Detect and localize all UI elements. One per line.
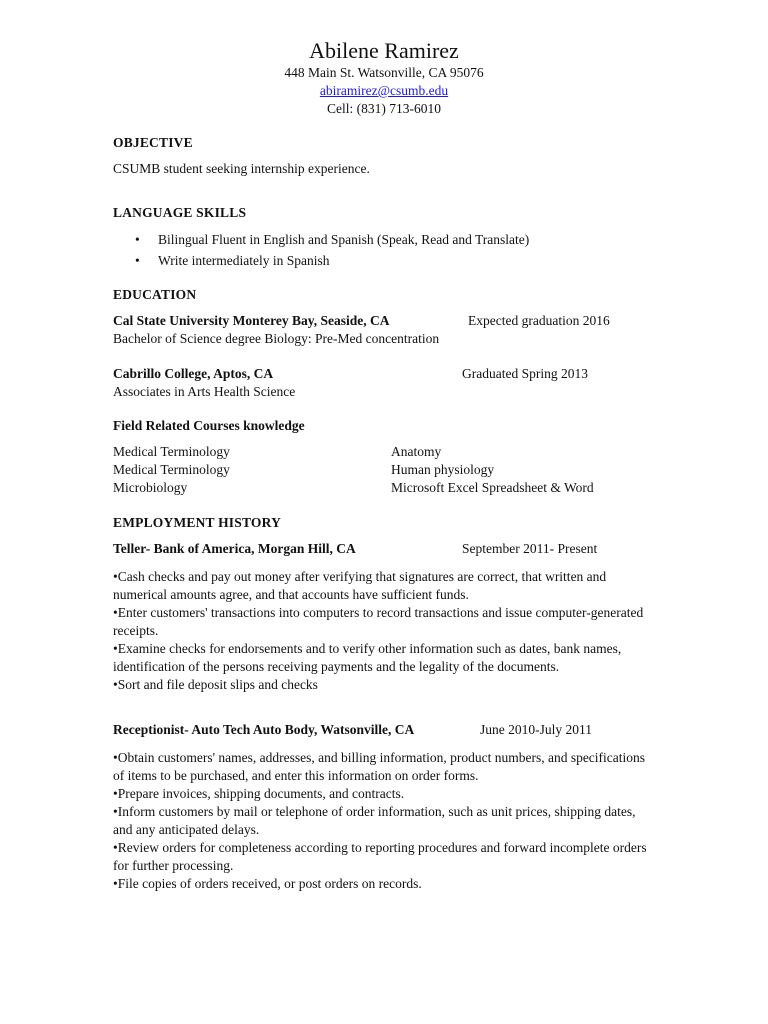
- address: 448 Main St. Watsonville, CA 95076: [284, 65, 484, 80]
- school-date: Expected graduation 2016: [468, 313, 610, 328]
- course-item: Anatomy: [391, 444, 442, 459]
- employment-heading: EMPLOYMENT HISTORY: [113, 515, 282, 530]
- school-name: Cal State University Monterey Bay, Seaside, CA: [113, 313, 390, 328]
- employment-section: [113, 514, 653, 893]
- language-heading: LANGUAGE SKILLS: [113, 205, 247, 220]
- job-date: September 2011- Present: [462, 541, 598, 556]
- job-date: June 2010-July 2011: [480, 722, 592, 737]
- course-item: Microsoft Excel Spreadsheet & Word: [391, 480, 594, 495]
- education-heading: EDUCATION: [113, 287, 197, 302]
- bullet-icon: •: [135, 232, 140, 247]
- email-link[interactable]: abiramirez@csumb.edu: [319, 83, 449, 98]
- phone: Cell: (831) 713-6010: [327, 101, 441, 116]
- list-item: • Bilingual Fluent in English and Spanish (Speak, Read and Translate): [135, 232, 530, 247]
- course-item: Microbiology: [113, 480, 188, 495]
- duty-item: •Enter customers' transactions into computers to record transactions and issue computer-generated receipts.: [113, 605, 644, 638]
- school-degree: Associates in Arts Health Science: [113, 384, 296, 399]
- bullet-icon: •: [135, 253, 140, 268]
- courses-heading: Field Related Courses knowledge: [113, 418, 305, 433]
- duty-item: •Review orders for completeness according to reporting procedures and forward incomplete orders for further processing.: [113, 840, 647, 873]
- duty-item: •Examine checks for endorsements and to verify other information such as dates, bank names, identification of the persons receiving payments and the legality of the documents.: [113, 641, 622, 674]
- school-date: Graduated Spring 2013: [462, 366, 588, 381]
- objective-heading: OBJECTIVE: [113, 135, 193, 150]
- objective-text: CSUMB student seeking internship experience.: [113, 161, 370, 176]
- duty-item: •Obtain customers' names, addresses, and billing information, product numbers, and specifications of items to be purchased, and enter this information on order forms.: [113, 750, 646, 783]
- duty-item: •Sort and file deposit slips and checks: [113, 677, 318, 692]
- duty-item: •Prepare invoices, shipping documents, and contracts.: [113, 786, 405, 801]
- resume-body: [113, 134, 653, 893]
- course-item: Medical Terminology: [113, 462, 230, 477]
- applicant-name: Abilene Ramirez: [309, 38, 459, 63]
- course-item: Human physiology: [391, 462, 495, 477]
- job-duties: [113, 568, 653, 694]
- objective-section: [113, 134, 653, 178]
- job-entry: [113, 540, 653, 694]
- duty-item: •File copies of orders received, or post orders on records.: [113, 876, 422, 891]
- school-entry: [113, 365, 653, 401]
- course-item: Medical Terminology: [113, 444, 230, 459]
- school-name: Cabrillo College, Aptos, CA: [113, 366, 274, 381]
- language-list: [113, 231, 653, 270]
- language-section: [113, 204, 653, 270]
- job-title: Teller- Bank of America, Morgan Hill, CA: [113, 541, 356, 556]
- education-section: [113, 286, 653, 497]
- school-entry: [113, 312, 653, 348]
- school-degree: Bachelor of Science degree Biology: Pre-Med concentration: [113, 331, 440, 346]
- resume-header: [0, 38, 768, 118]
- duty-item: •Inform customers by mail or telephone of order information, such as unit prices, shipping dates, and any anticipated delays.: [113, 804, 636, 837]
- job-duties: [113, 749, 653, 893]
- job-title: Receptionist- Auto Tech Auto Body, Watsonville, CA: [113, 722, 415, 737]
- courses-grid: [113, 443, 653, 497]
- job-entry: [113, 721, 653, 893]
- duty-item: •Cash checks and pay out money after verifying that signatures are correct, that written and numerical amounts agree, and that accounts have sufficient funds.: [113, 569, 607, 602]
- list-item: • Write intermediately in Spanish: [135, 253, 330, 268]
